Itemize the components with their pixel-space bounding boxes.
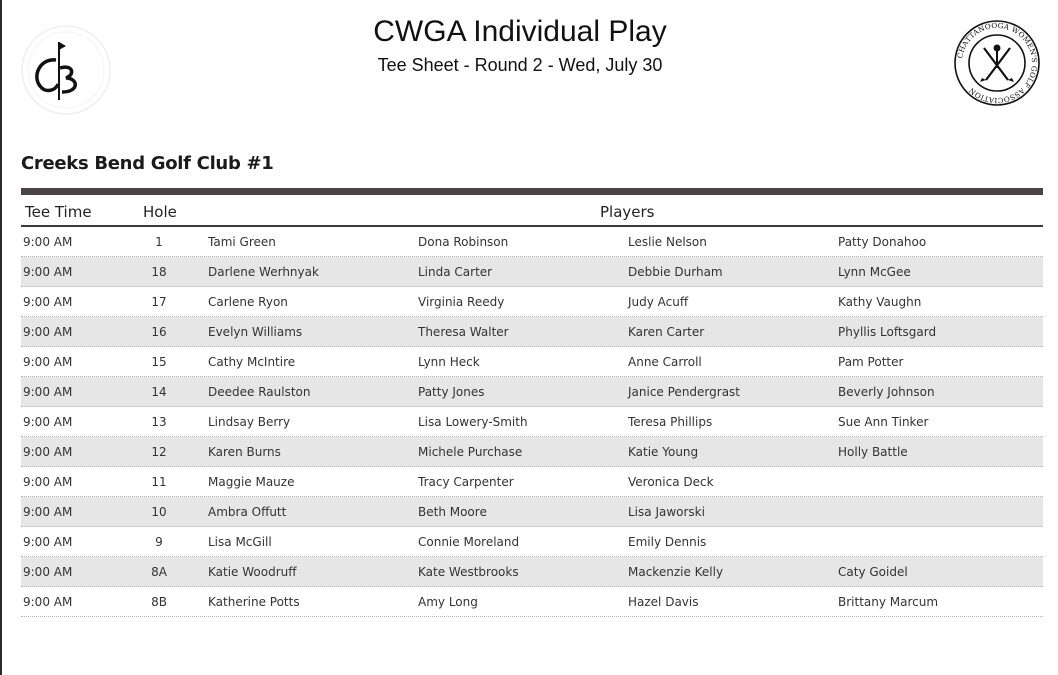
player-cell: Michele Purchase [418, 445, 523, 459]
player-cell: Phyllis Loftsgard [838, 325, 937, 339]
player-cell: Pam Potter [838, 355, 904, 369]
tee-time-cell: 9:00 AM [23, 475, 73, 489]
player-cell: Tracy Carpenter [418, 475, 514, 489]
tee-time-cell: 9:00 AM [23, 325, 73, 339]
association-seal [952, 20, 1042, 106]
player-cell: Anne Carroll [628, 355, 702, 369]
player-cell: Emily Dennis [628, 535, 707, 549]
tee-time-cell: 9:00 AM [23, 415, 73, 429]
tee-time-cell: 9:00 AM [23, 295, 73, 309]
tee-time-cell: 9:00 AM [23, 235, 73, 249]
player-cell: Lisa McGill [208, 535, 272, 549]
hole-cell: 1 [155, 235, 163, 249]
tee-time-cell: 9:00 AM [23, 535, 73, 549]
player-cell: Leslie Nelson [628, 235, 707, 249]
tee-time-cell: 9:00 AM [23, 595, 73, 609]
table-row [21, 497, 1043, 527]
player-cell: Hazel Davis [628, 595, 699, 609]
player-cell: Kathy Vaughn [838, 295, 922, 309]
player-cell: Carlene Ryon [208, 295, 288, 309]
course-name: Creeks Bend Golf Club #1 [21, 153, 274, 174]
player-cell: Lisa Jaworski [628, 505, 705, 519]
player-cell: Beverly Johnson [838, 385, 935, 399]
table-row [21, 377, 1043, 407]
player-cell: Karen Burns [208, 445, 281, 459]
player-cell: Lisa Lowery-Smith [418, 415, 528, 429]
player-cell: Kate Westbrooks [418, 565, 519, 579]
player-cell: Brittany Marcum [838, 595, 939, 609]
player-cell: Lynn Heck [418, 355, 480, 369]
hole-cell: 8A [151, 565, 167, 579]
table-row [21, 407, 1043, 437]
svg-text:CHATTANOOGA WOMEN'S GOLF ASSOC: CHATTANOOGA WOMEN'S GOLF ASSOCIATION [955, 20, 1040, 106]
player-cell: Cathy McIntire [208, 355, 296, 369]
hole-cell: 10 [151, 505, 167, 519]
player-cell: Caty Goidel [838, 565, 908, 579]
tee-time-cell: 9:00 AM [23, 445, 73, 459]
player-cell: Amy Long [418, 595, 478, 609]
player-cell: Katie Woodruff [208, 565, 297, 579]
table-row [21, 257, 1043, 287]
page-title: CWGA Individual Play [373, 15, 667, 48]
hole-cell: 13 [151, 415, 167, 429]
player-cell: Judy Acuff [628, 295, 689, 309]
player-cell: Dona Robinson [418, 235, 509, 249]
player-cell: Debbie Durham [628, 265, 723, 279]
player-cell: Holly Battle [838, 445, 908, 459]
table-row [21, 437, 1043, 467]
page-subtitle: Tee Sheet - Round 2 - Wed, July 30 [377, 55, 663, 75]
column-header-players: Players [600, 203, 655, 221]
player-cell: Katie Young [628, 445, 699, 459]
page-left-border [0, 0, 2, 675]
hole-cell: 14 [151, 385, 167, 399]
player-cell: Ambra Offutt [208, 505, 287, 519]
player-cell: Lindsay Berry [208, 415, 291, 429]
table-row [21, 587, 1043, 617]
table-row [21, 317, 1043, 347]
column-header-hole: Hole [143, 203, 177, 221]
player-cell: Mackenzie Kelly [628, 565, 724, 579]
section-divider [21, 188, 1043, 195]
hole-cell: 18 [151, 265, 167, 279]
player-cell: Sue Ann Tinker [838, 415, 929, 429]
player-cell: Theresa Walter [418, 325, 509, 339]
table-row [21, 467, 1043, 497]
hole-cell: 15 [151, 355, 167, 369]
hole-cell: 9 [155, 535, 163, 549]
player-cell: Virginia Reedy [418, 295, 505, 309]
player-cell: Linda Carter [418, 265, 493, 279]
tee-sheet-table [21, 227, 1043, 617]
player-cell: Maggie Mauze [208, 475, 295, 489]
player-cell: Janice Pendergrast [628, 385, 741, 399]
hole-cell: 17 [151, 295, 167, 309]
player-cell: Katherine Potts [208, 595, 300, 609]
player-cell: Patty Jones [418, 385, 485, 399]
player-cell: Darlene Werhnyak [208, 265, 319, 279]
tee-time-cell: 9:00 AM [23, 355, 73, 369]
player-cell: Tami Green [208, 235, 276, 249]
hole-cell: 11 [151, 475, 167, 489]
player-cell: Patty Donahoo [838, 235, 927, 249]
player-cell: Veronica Deck [628, 475, 714, 489]
tee-time-cell: 9:00 AM [23, 265, 73, 279]
tee-time-cell: 9:00 AM [23, 385, 73, 399]
player-cell: Teresa Phillips [628, 415, 713, 429]
column-header-tee-time: Tee Time [25, 203, 92, 221]
player-cell: Connie Moreland [418, 535, 520, 549]
table-row [21, 227, 1043, 257]
table-header [21, 197, 1043, 227]
table-row [21, 287, 1043, 317]
hole-cell: 12 [151, 445, 167, 459]
player-cell: Evelyn Williams [208, 325, 303, 339]
player-cell: Karen Carter [628, 325, 705, 339]
hole-cell: 16 [151, 325, 167, 339]
table-row [21, 557, 1043, 587]
hole-cell: 8B [151, 595, 167, 609]
table-row [21, 347, 1043, 377]
player-cell: Deedee Raulston [208, 385, 311, 399]
player-cell: Beth Moore [418, 505, 487, 519]
player-cell: Lynn McGee [838, 265, 911, 279]
table-row [21, 527, 1043, 557]
tee-time-cell: 9:00 AM [23, 565, 73, 579]
tee-time-cell: 9:00 AM [23, 505, 73, 519]
